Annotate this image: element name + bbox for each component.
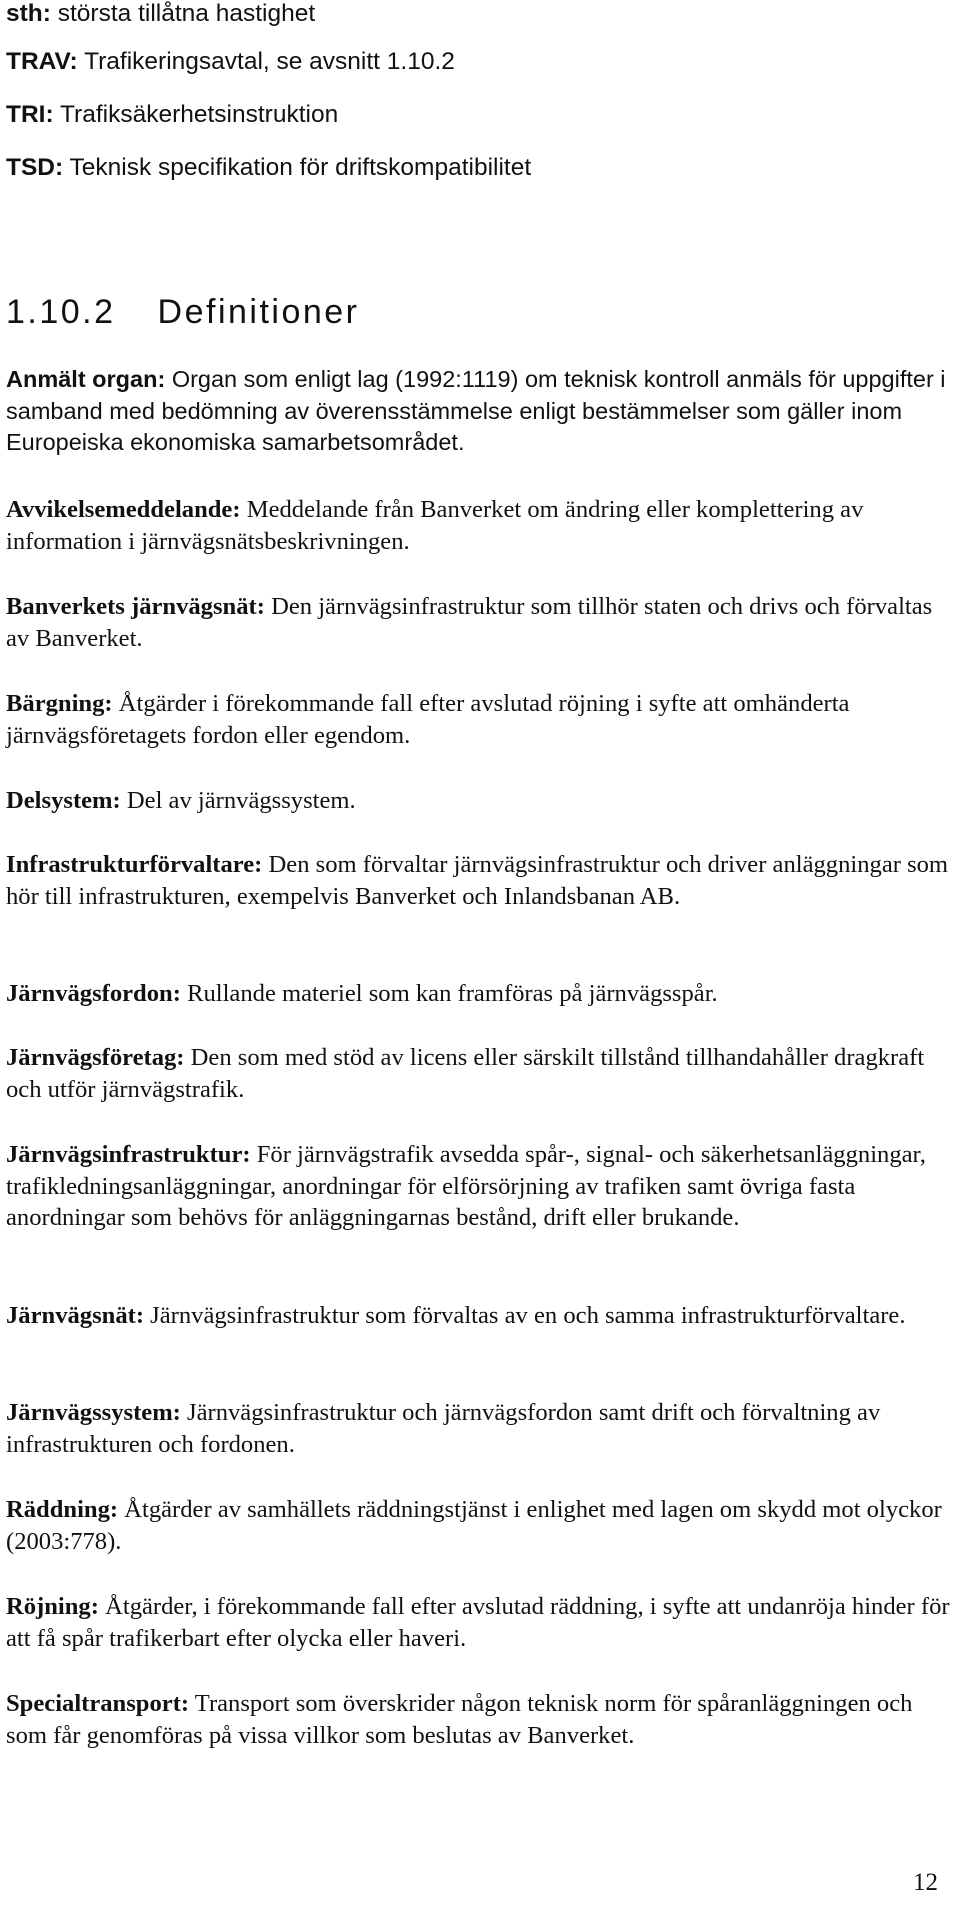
definition-jarnvagssystem: [6, 1397, 951, 1460]
abbreviation-text: största tillåtna hastighet: [57, 0, 316, 27]
definition-term: Järnvägsnät:: [6, 1302, 145, 1329]
definition-text: Meddelande från Banverket om ändring eller komplettering av information i järnvägsnätsbeskrivningen.: [6, 496, 864, 555]
definition-term: Järnvägsföretag:: [6, 1044, 185, 1071]
definition-text: Del av järnvägssystem.: [126, 787, 356, 814]
definition-term: Järnvägsfordon:: [6, 980, 181, 1007]
definition-jarnvagsnat: [6, 1300, 951, 1332]
page-number: 12: [913, 1869, 938, 1896]
definition-term: Banverkets järnvägsnät:: [6, 593, 265, 620]
definition-avvikelsemeddelande: [6, 494, 951, 557]
abbreviation-text: Teknisk specifikation för driftskompatibilitet: [69, 154, 532, 181]
definition-term: Specialtransport:: [6, 1690, 190, 1717]
definition-term: Röjning:: [6, 1593, 99, 1620]
definition-term: Anmält organ:: [6, 366, 166, 392]
abbreviation-text: Trafikeringsavtal, se avsnitt 1.10.2: [84, 48, 455, 75]
definition-anmalt-organ: [6, 364, 951, 459]
definition-jarnvagsforetag: [6, 1042, 951, 1105]
abbreviation-trav: [6, 50, 455, 75]
definition-text: Transport som överskrider någon teknisk norm för spåranläggningen och som får genomföras på vissa villkor som beslutas av Banverket.: [6, 1690, 913, 1749]
definition-banverkets-jarnvagsnat: [6, 591, 951, 654]
definition-text: Den järnvägsinfrastruktur som tillhör staten och drivs och förvaltas av Banverket.: [6, 593, 933, 652]
definition-term: Infrastrukturförvaltare:: [6, 851, 263, 878]
definition-text: Organ som enligt lag (1992:1119) om teknisk kontroll anmäls för uppgifter i samband med bedömning av överensstämmelse enligt bestämmelser som gäller inom Europeiska ekonomiska samarbetsområdet.: [6, 366, 946, 455]
definition-term: Järnvägssystem:: [6, 1399, 181, 1426]
definition-jarnvagsfordon: [6, 978, 951, 1010]
abbreviation-term: sth:: [6, 0, 51, 27]
definition-delsystem: [6, 785, 951, 817]
abbreviation-term: TRAV:: [6, 48, 78, 75]
definition-bargning: [6, 688, 951, 751]
definition-raddning: [6, 1494, 951, 1557]
definition-specialtransport: [6, 1688, 951, 1751]
definition-term: Avvikelsemeddelande:: [6, 496, 241, 523]
abbreviation-tri: [6, 103, 338, 128]
abbreviation-text: Trafiksäkerhetsinstruktion: [60, 101, 339, 128]
definition-text: Järnvägsinfrastruktur som förvaltas av en och samma infrastrukturförvaltare.: [150, 1302, 906, 1329]
definition-text: Den som med stöd av licens eller särskilt tillstånd tillhandahåller dragkraft och utför järnvägstrafik.: [6, 1044, 925, 1103]
abbreviation-term: TSD:: [6, 154, 64, 181]
definition-term: Järnvägsinfrastruktur:: [6, 1141, 251, 1168]
section-heading: [6, 295, 360, 329]
section-number: 1.10.2: [6, 293, 116, 331]
definition-text: Åtgärder av samhällets räddningstjänst i enlighet med lagen om skydd mot olyckor (2003:778).: [6, 1496, 942, 1555]
definition-text: Åtgärder i förekommande fall efter avslutad röjning i syfte att omhänderta järnvägsföretagets fordon eller egendom.: [6, 690, 850, 749]
definition-infrastrukturforvaltare: [6, 849, 951, 912]
definition-text: Den som förvaltar järnvägsinfrastruktur och driver anläggningar som hör till infrastrukturen, exempelvis Banverket och Inlandsbanan AB.: [6, 851, 949, 910]
definition-jarnvagsinfrastruktur: [6, 1139, 951, 1234]
definition-text: Rullande materiel som kan framföras på järnvägsspår.: [187, 980, 718, 1007]
definition-term: Bärgning:: [6, 690, 113, 717]
abbreviation-sth: [6, 2, 315, 27]
definition-rojning: [6, 1591, 951, 1654]
definition-text: Järnvägsinfrastruktur och järnvägsfordon samt drift och förvaltning av infrastrukturen och fordonen.: [6, 1399, 881, 1458]
definition-term: Räddning:: [6, 1496, 119, 1523]
section-title: Definitioner: [157, 293, 360, 331]
abbreviation-tsd: [6, 156, 531, 181]
definition-text: Åtgärder, i förekommande fall efter avslutad räddning, i syfte att undanröja hinder för att få spår trafikerbart efter olycka eller haveri.: [6, 1593, 950, 1652]
definition-text: För järnvägstrafik avsedda spår-, signal- och säkerhetsanläggningar, trafikledningsanläggningar, anordningar för elförsörjning av trafiken samt övriga fasta anordningar som behövs för anläggningarnas bestånd, drift eller brukande.: [6, 1141, 926, 1231]
definition-term: Delsystem:: [6, 787, 121, 814]
abbreviation-term: TRI:: [6, 101, 54, 128]
